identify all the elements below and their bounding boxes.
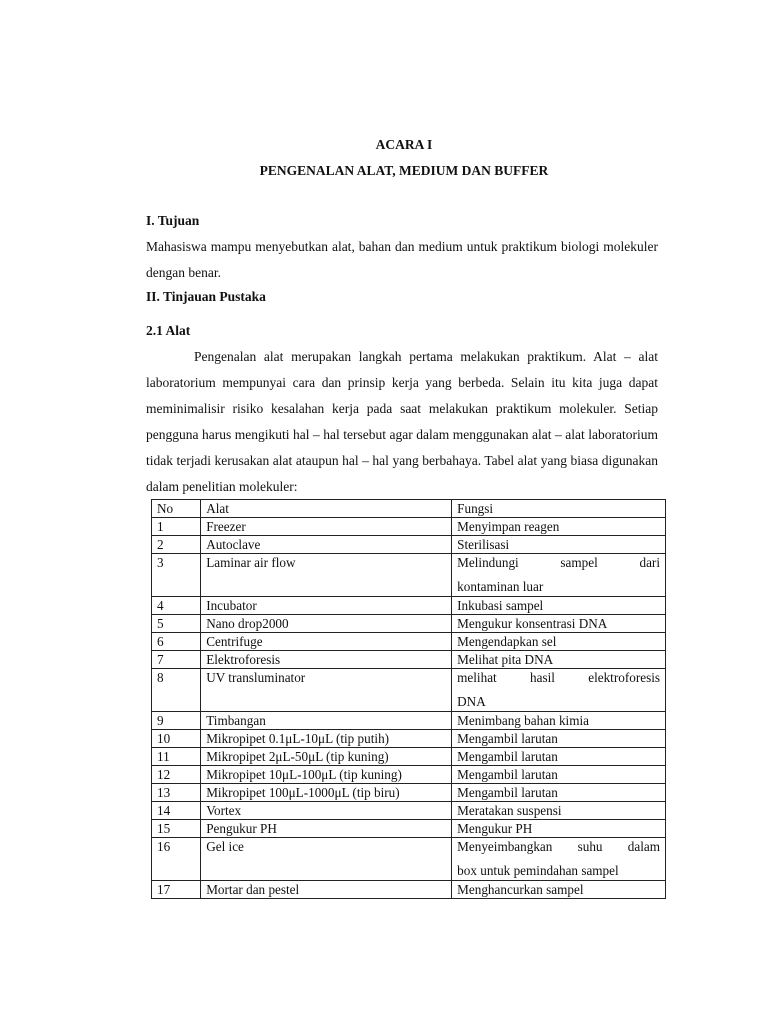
cell-no: 1 — [152, 518, 201, 536]
table-row — [152, 536, 666, 554]
table-row — [152, 784, 666, 802]
cell-fungsi: Mengambil larutan — [452, 784, 666, 802]
cell-no: 2 — [152, 536, 201, 554]
table-row — [152, 766, 666, 784]
header-no: No — [152, 500, 201, 518]
cell-alat: Autoclave — [201, 536, 452, 554]
cell-no: 16 — [152, 838, 201, 881]
cell-fungsi: Mengambil larutan — [452, 730, 666, 748]
cell-no: 17 — [152, 881, 201, 899]
cell-fungsi: Meratakan suspensi — [452, 802, 666, 820]
cell-no: 11 — [152, 748, 201, 766]
cell-fungsi: Menghancurkan sampel — [452, 881, 666, 899]
cell-fungsi: Inkubasi sampel — [452, 597, 666, 615]
table-row — [152, 730, 666, 748]
cell-fungsi: Menimbang bahan kimia — [452, 712, 666, 730]
cell-fungsi: Mengukur konsentrasi DNA — [452, 615, 666, 633]
table-row — [152, 712, 666, 730]
cell-fungsi-line1: Melindungi sampel dari — [457, 555, 660, 570]
cell-alat: UV transluminator — [201, 669, 452, 712]
cell-fungsi: Mengambil larutan — [452, 748, 666, 766]
cell-no: 14 — [152, 802, 201, 820]
cell-no: 3 — [152, 554, 201, 597]
table-row — [152, 838, 666, 881]
cell-no: 12 — [152, 766, 201, 784]
cell-alat: Pengukur PH — [201, 820, 452, 838]
header-fungsi: Fungsi — [452, 500, 666, 518]
table-row — [152, 554, 666, 597]
cell-fungsi-line2: box untuk pemindahan sampel — [457, 863, 619, 878]
header-alat: Alat — [201, 500, 452, 518]
heading-tujuan: I. Tujuan — [146, 213, 200, 228]
table-row — [152, 597, 666, 615]
table-row — [152, 633, 666, 651]
cell-no: 8 — [152, 669, 201, 712]
cell-fungsi: Melihat pita DNA — [452, 651, 666, 669]
cell-alat: Laminar air flow — [201, 554, 452, 597]
cell-alat: Mikropipet 100μL-1000μL (tip biru) — [201, 784, 452, 802]
cell-alat: Elektroforesis — [201, 651, 452, 669]
cell-fungsi: Menyimpan reagen — [452, 518, 666, 536]
cell-fungsi-line1: melihat hasil elektroforesis — [457, 670, 660, 685]
paragraph-tujuan: Mahasiswa mampu menyebutkan alat, bahan dan medium untuk praktikum biologi molekuler dengan benar. — [146, 239, 658, 280]
cell-fungsi: Sterilisasi — [452, 536, 666, 554]
table-row — [152, 802, 666, 820]
cell-no: 7 — [152, 651, 201, 669]
cell-no: 15 — [152, 820, 201, 838]
cell-fungsi: Mengambil larutan — [452, 766, 666, 784]
cell-alat: Vortex — [201, 802, 452, 820]
table-row — [152, 669, 666, 712]
cell-fungsi — [452, 554, 666, 597]
cell-alat: Mortar dan pestel — [201, 881, 452, 899]
cell-alat: Incubator — [201, 597, 452, 615]
cell-no: 10 — [152, 730, 201, 748]
cell-no: 4 — [152, 597, 201, 615]
table-row — [152, 820, 666, 838]
cell-alat: Mikropipet 0.1μL-10μL (tip putih) — [201, 730, 452, 748]
table-header-row — [152, 500, 666, 518]
cell-alat: Mikropipet 10μL-100μL (tip kuning) — [201, 766, 452, 784]
cell-alat: Timbangan — [201, 712, 452, 730]
table-row — [152, 651, 666, 669]
cell-no: 5 — [152, 615, 201, 633]
table-row — [152, 881, 666, 899]
cell-alat: Nano drop2000 — [201, 615, 452, 633]
heading-tinjauan-pustaka: II. Tinjauan Pustaka — [146, 289, 266, 304]
title-acara: ACARA I — [375, 137, 433, 152]
cell-alat: Centrifuge — [201, 633, 452, 651]
cell-fungsi-line2: DNA — [457, 694, 486, 709]
cell-fungsi — [452, 838, 666, 881]
heading-alat: 2.1 Alat — [146, 323, 191, 338]
title-main: PENGENALAN ALAT, MEDIUM DAN BUFFER — [259, 163, 549, 178]
cell-no: 9 — [152, 712, 201, 730]
cell-fungsi: Mengukur PH — [452, 820, 666, 838]
cell-alat: Gel ice — [201, 838, 452, 881]
cell-no: 13 — [152, 784, 201, 802]
cell-alat: Freezer — [201, 518, 452, 536]
cell-alat: Mikropipet 2μL-50μL (tip kuning) — [201, 748, 452, 766]
table-row — [152, 518, 666, 536]
paragraph-alat: Pengenalan alat merupakan langkah pertama melakukan praktikum. Alat – alat laboratorium mempunyai cara dan prinsip kerja yang berbeda. Selain itu kita juga dapat meminimalisir risiko kesalahan kerja pada saat melakukan praktikum molekuler. Setiap pengguna harus mengikuti hal – hal tersebut agar dalam menggunakan alat – alat laboratorium tidak terjadi kerusakan alat ataupun hal – hal yang berbahaya. Tabel alat yang biasa digunakan dalam penelitian molekuler: — [146, 349, 658, 494]
cell-fungsi-line1: Menyeimbangkan suhu dalam — [457, 839, 660, 854]
cell-fungsi-line2: kontaminan luar — [457, 579, 544, 594]
table-row — [152, 615, 666, 633]
tools-table — [151, 499, 666, 899]
cell-fungsi — [452, 669, 666, 712]
cell-no: 6 — [152, 633, 201, 651]
cell-fungsi: Mengendapkan sel — [452, 633, 666, 651]
table-row — [152, 748, 666, 766]
